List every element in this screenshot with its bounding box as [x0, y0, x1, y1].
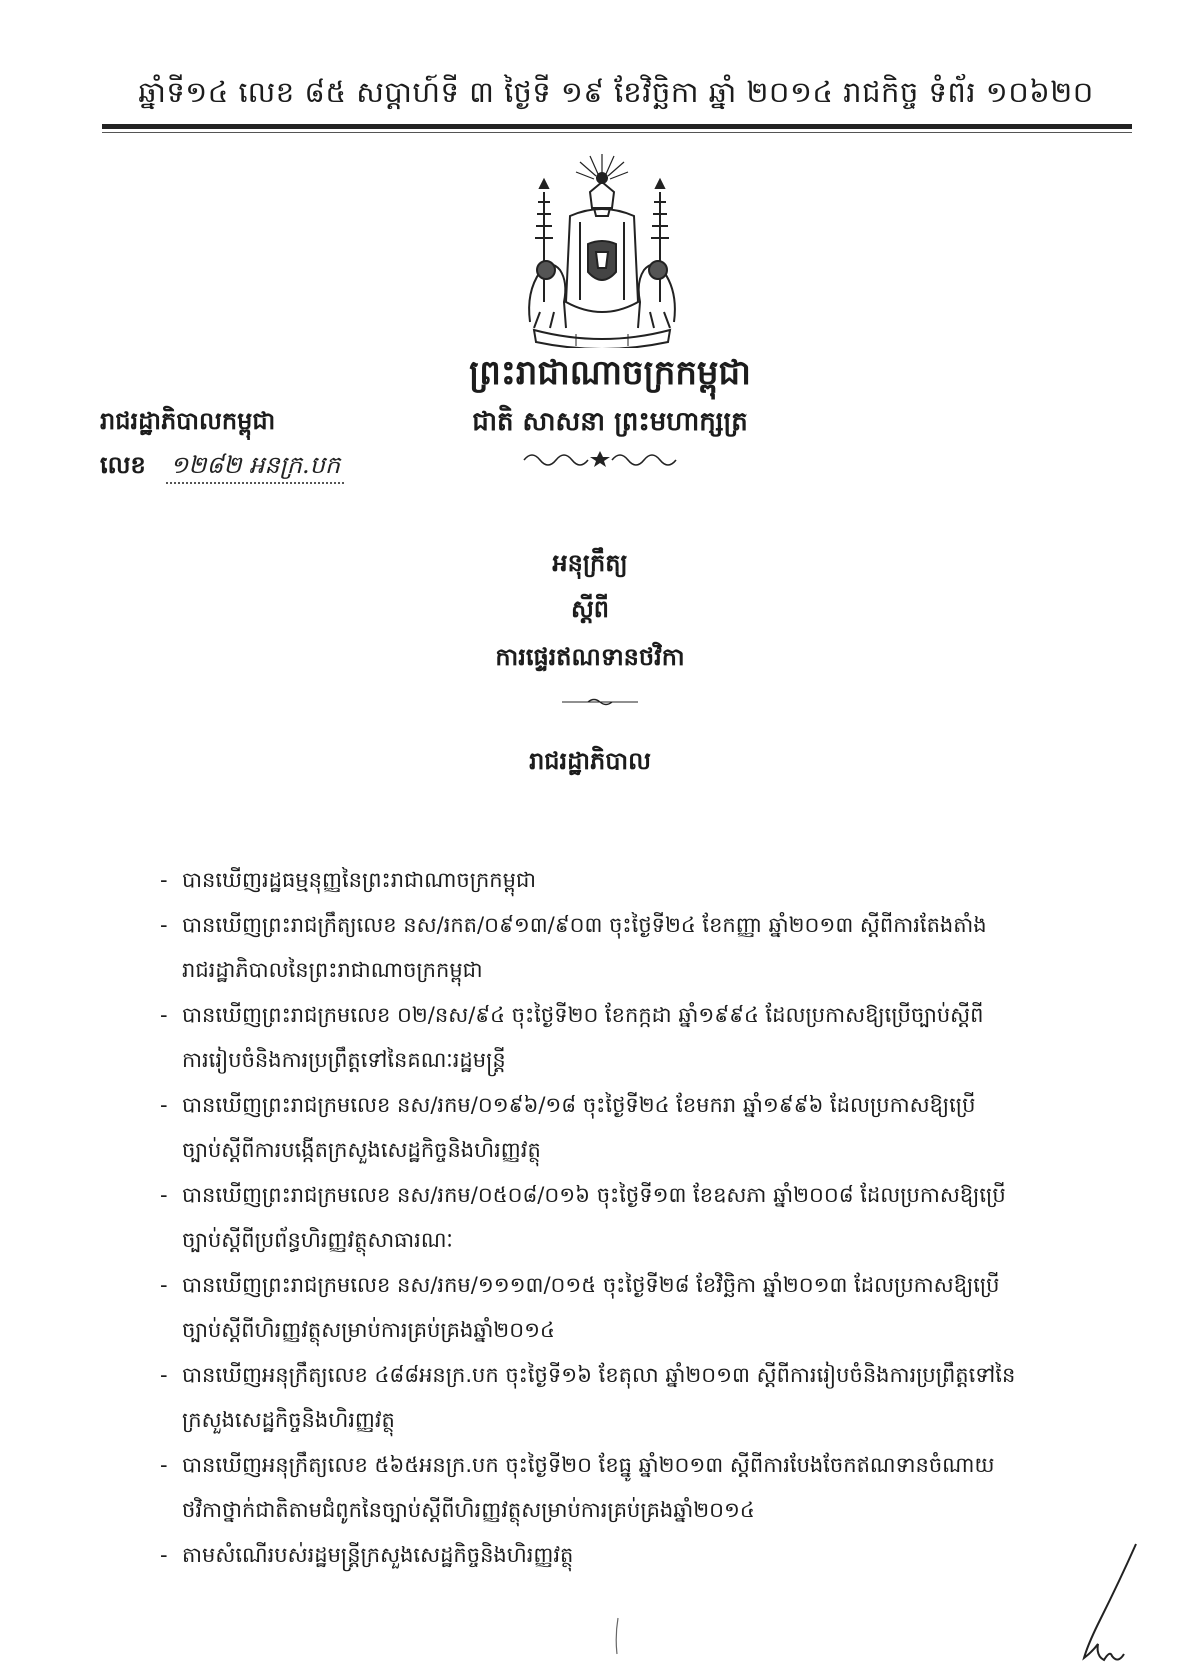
national-motto: ជាតិ សាសនា ព្រះមហាក្សត្រ: [472, 407, 748, 437]
gazette-header-line: ឆ្នាំទី១៤ លេខ ៨៥ សប្តាហ៍ទី ៣ ថ្ងៃទី ១៩ ខែវិច្ឆិកា ឆ្នាំ ២០១៤ រាជកិច្ច ទំព័រ ១០៦២០: [138, 75, 1094, 109]
reference-number: [100, 448, 440, 484]
handwritten-signature-icon: [1070, 1540, 1150, 1670]
recital-item: - បានឃើញព្រះរាជក្រមលេខ ០២/នស/៩៤ ចុះថ្ងៃទី២០ ខែកក្កដា ឆ្នាំ១៩៩៤ ដែលប្រកាសឱ្យប្រើច្បាប់ស្តីពី: [160, 993, 1100, 1038]
recital-item: - បានឃើញអនុក្រឹត្យលេខ ៥៦៥អនក្រ.បក ចុះថ្ងៃទី២០ ខែធ្នូ ឆ្នាំ២០១៣ ស្តីពីការបែងចែកឥណទានចំណាយ: [160, 1443, 1100, 1488]
issuing-authority: រាជរដ្ឋាភិបាលកម្ពុជា: [100, 406, 276, 435]
recital-item: - បានឃើញព្រះរាជក្រមលេខ នស/រកម/០៥០៨/០១៦ ចុះថ្ងៃទី១៣ ខែឧសភា ឆ្នាំ២០០៨ ដែលប្រកាសឱ្យប្រើ: [160, 1173, 1100, 1218]
royal-coat-of-arms-icon: [520, 152, 684, 348]
recital-item: - បានឃើញព្រះរាជក្រមលេខ នស/រកម/០១៩៦/១៨ ចុះថ្ងៃទី២៤ ខែមករា ឆ្នាំ១៩៩៦ ដែលប្រកាសឱ្យប្រើ: [160, 1083, 1100, 1128]
recital-item: - បានឃើញអនុក្រឹត្យលេខ ៤៨៨អនក្រ.បក ចុះថ្ងៃទី១៦ ខែតុលា ឆ្នាំ២០១៣ ស្តីពីការរៀបចំនិងការប្រព្រឹត្តទៅនៃ: [160, 1353, 1100, 1398]
recital-item: - បានឃើញរដ្ឋធម្មនុញ្ញនៃព្រះរាជាណាចក្រកម្ពុជា: [160, 858, 1100, 903]
recital-item: - បានឃើញព្រះរាជក្រមលេខ នស/រកម/១១១៣/០១៥ ចុះថ្ងៃទី២៨ ខែវិច្ឆិកា ឆ្នាំ២០១៣ ដែលប្រកាសឱ្យប្រើ: [160, 1263, 1100, 1308]
document-about: ស្តីពី: [570, 594, 610, 623]
kingdom-title: ព្រះរាជាណាចក្រកម្ពុជា: [469, 353, 751, 393]
recital-item-continuation: ច្បាប់ស្តីពីការបង្កើតក្រសួងសេដ្ឋកិច្ចនិងហិរញ្ញវត្ថុ: [182, 1138, 541, 1162]
recital-item-continuation: រាជរដ្ឋាភិបាលនៃព្រះរាជាណាចក្រកម្ពុជា: [182, 958, 483, 982]
recitals-list: [160, 858, 1100, 1578]
document-subject: ការផ្ទេរឥណទានថវិកា: [495, 642, 685, 671]
recital-item-continuation: ច្បាប់ស្តីពីប្រព័ន្ធហិរញ្ញវត្ថុសាធារណៈ: [182, 1228, 453, 1252]
decorative-divider-icon: [520, 448, 680, 468]
reference-value: ១២៨២ អនក្រ.បក: [166, 448, 344, 484]
document-type: អនុក្រឹត្យ: [552, 548, 628, 577]
reference-label: លេខ: [100, 450, 146, 479]
recital-item: - បានឃើញព្រះរាជក្រឹត្យលេខ នស/រកត/០៩១៣/៩០៣ ចុះថ្ងៃទី២៤ ខែកញ្ញា ឆ្នាំ២០១៣ ស្តីពីការតែងតាំង: [160, 903, 1100, 948]
recital-item-continuation: ថវិកាថ្នាក់ជាតិតាមជំពូកនៃច្បាប់ស្តីពីហិរញ្ញវត្ថុសម្រាប់ការគ្រប់គ្រងឆ្នាំ២០១៤: [182, 1498, 755, 1522]
header-rule-thick: [102, 124, 1132, 129]
stray-pen-mark-icon: [612, 1616, 622, 1656]
recital-item-continuation: ក្រសួងសេដ្ឋកិច្ចនិងហិរញ្ញវត្ថុ: [182, 1408, 395, 1432]
header-rule-thin: [102, 132, 1132, 133]
section-divider-icon: [560, 696, 640, 708]
recital-item: - តាមសំណើរបស់រដ្ឋមន្ត្រីក្រសួងសេដ្ឋកិច្ចនិងហិរញ្ញវត្ថុ: [160, 1533, 1100, 1578]
recital-item-continuation: ច្បាប់ស្តីពីហិរញ្ញវត្ថុសម្រាប់ការគ្រប់គ្រងឆ្នាំ២០១៤: [182, 1318, 555, 1342]
recital-item-continuation: ការរៀបចំនិងការប្រព្រឹត្តទៅនៃគណៈរដ្ឋមន្ត្រី: [182, 1048, 506, 1072]
issuing-body: រាជរដ្ឋាភិបាល: [529, 746, 651, 775]
